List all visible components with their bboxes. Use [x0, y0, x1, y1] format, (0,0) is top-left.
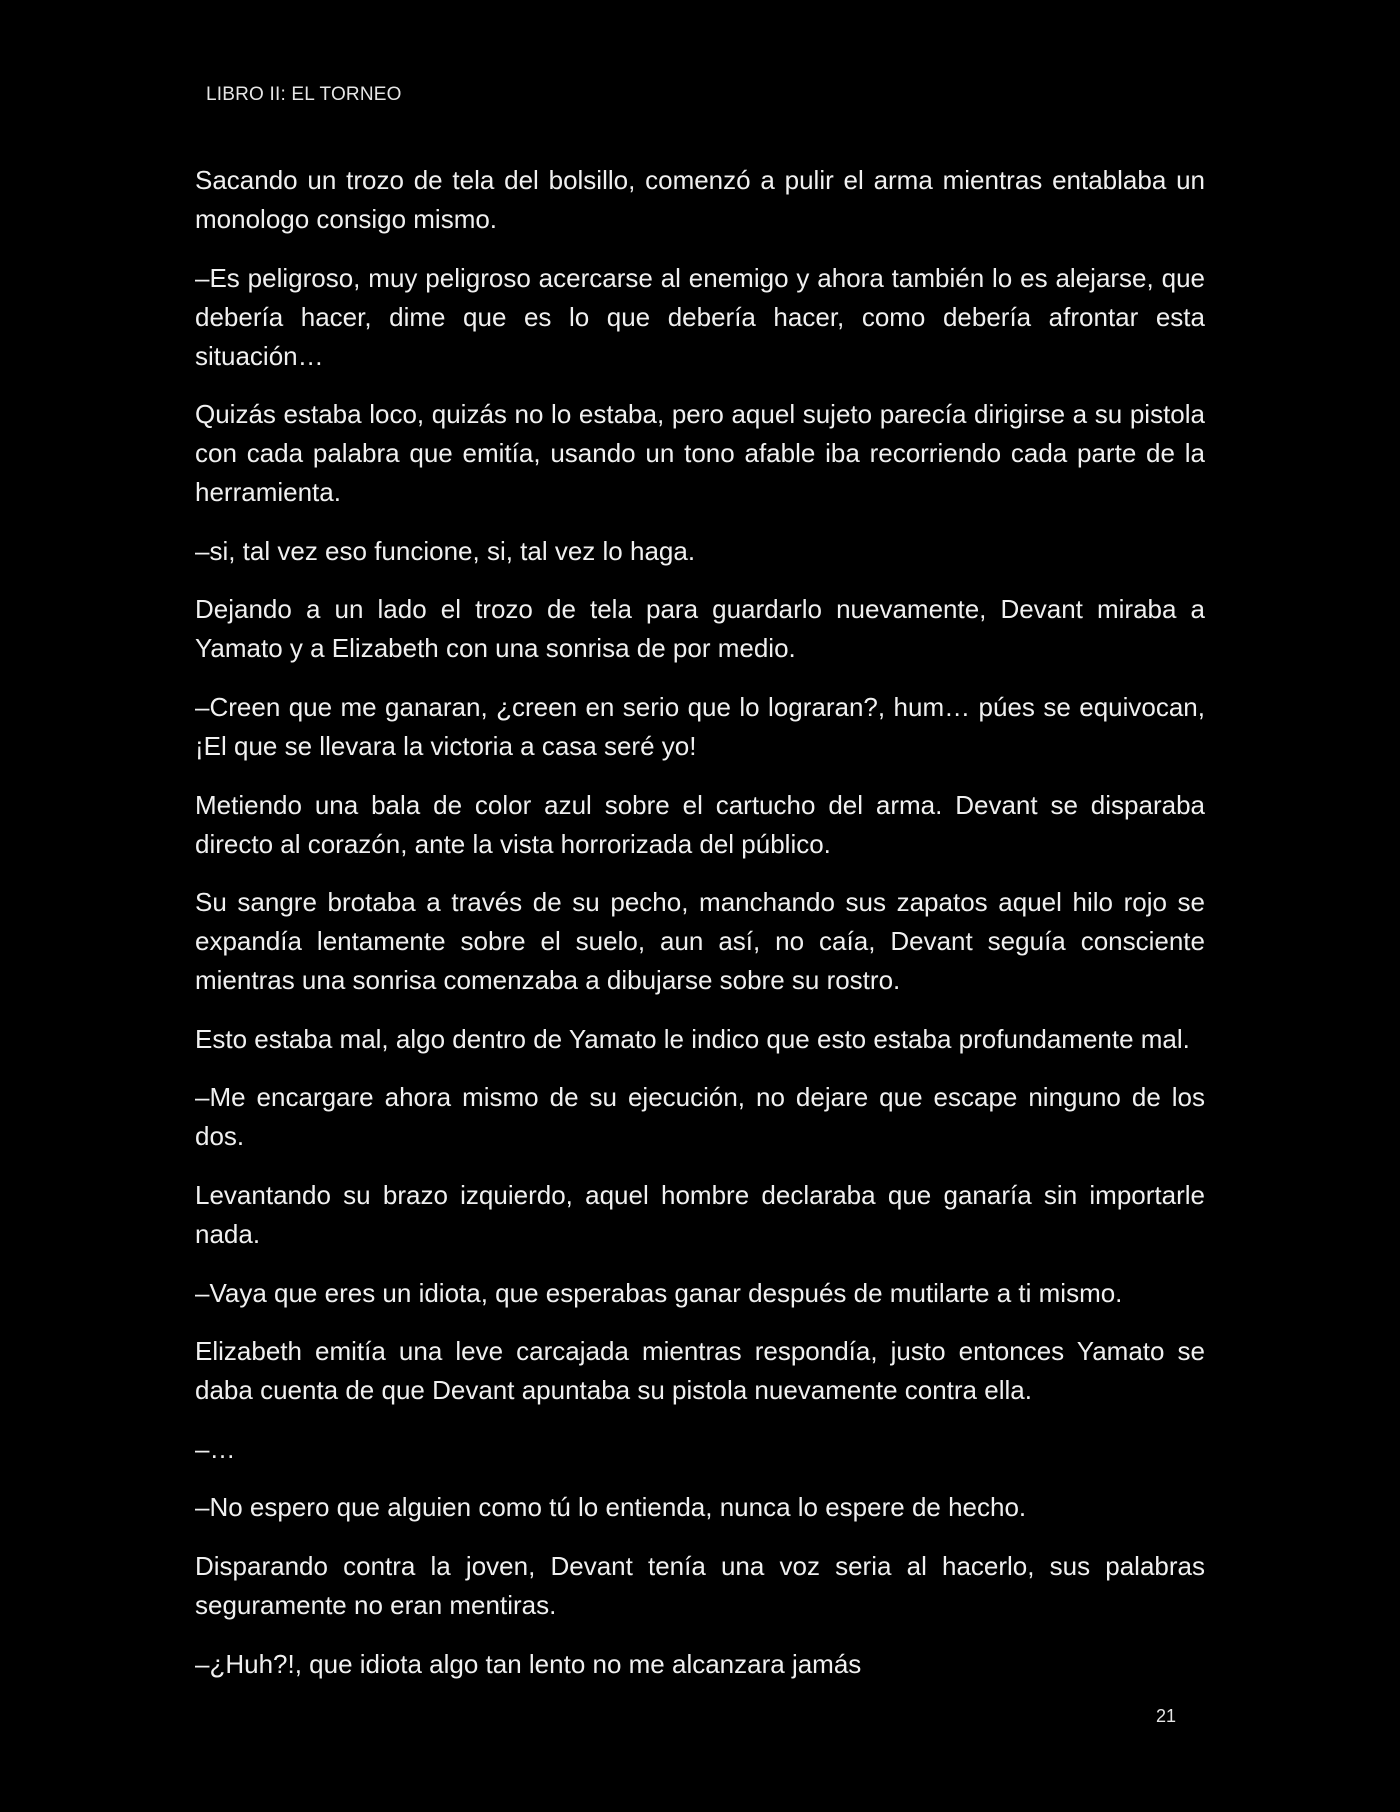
paragraph: –Creen que me ganaran, ¿creen en serio que lo lograran?, hum… púes se equivocan, ¡El que se llevara la victoria a casa seré yo! — [195, 691, 1205, 761]
paragraph: Sacando un trozo de tela del bolsillo, comenzó a pulir el arma mientras entablaba un monologo consigo mismo. — [195, 165, 1205, 234]
page-number: 21 — [1156, 1706, 1177, 1726]
paragraph: Metiendo una bala de color azul sobre el cartucho del arma. Devant se disparaba directo al corazón, ante la vista horrorizada del público. — [195, 789, 1205, 859]
paragraph: Quizás estaba loco, quizás no lo estaba, pero aquel sujeto parecía dirigirse a su pistola con cada palabra que emitía, usando un tono afable iba recorriendo cada parte de la herramienta. — [195, 399, 1205, 508]
paragraph: –Vaya que eres un idiota, que esperabas ganar después de mutilarte a ti mismo. — [195, 1277, 1123, 1308]
paragraph: –No espero que alguien como tú lo entienda, nunca lo espere de hecho. — [195, 1492, 1027, 1523]
paragraph: Dejando a un lado el trozo de tela para guardarlo nuevamente, Devant miraba a Yamato y a Elizabeth con una sonrisa de por medio. — [195, 594, 1205, 664]
paragraph: Esto estaba mal, algo dentro de Yamato le indico que esto estaba profundamente mal. — [195, 1023, 1190, 1054]
paragraph: –¿Huh?!, que idiota algo tan lento no me alcanzara jamás — [195, 1648, 862, 1679]
page-body — [195, 161, 1205, 1703]
paragraph: –Es peligroso, muy peligroso acercarse al enemigo y ahora también lo es alejarse, que debería hacer, dime que es lo que debería hacer, como debería afrontar esta situación… — [195, 262, 1205, 371]
paragraph: Elizabeth emitía una leve carcajada mientras respondía, justo entonces Yamato se daba cuenta de que Devant apuntaba su pistola nuevamente contra ella. — [195, 1336, 1205, 1406]
paragraph: Levantando su brazo izquierdo, aquel hombre declaraba que ganaría sin importarle nada. — [195, 1179, 1205, 1249]
paragraph: –Me encargare ahora mismo de su ejecución, no dejare que escape ninguno de los dos. — [195, 1082, 1205, 1152]
paragraph: Disparando contra la joven, Devant tenía una voz seria al hacerlo, sus palabras seguramente no eran mentiras. — [195, 1550, 1205, 1620]
paragraph: –… — [195, 1433, 236, 1464]
paragraph: –si, tal vez eso funcione, si, tal vez lo haga. — [195, 535, 696, 566]
running-header: LIBRO II: EL TORNEO — [206, 84, 402, 105]
paragraph: Su sangre brotaba a través de su pecho, manchando sus zapatos aquel hilo rojo se expandía lentamente sobre el suelo, aun así, no caía, Devant seguía consciente mientras una sonrisa comenzaba a dibujarse sobre su rostro. — [195, 887, 1205, 996]
